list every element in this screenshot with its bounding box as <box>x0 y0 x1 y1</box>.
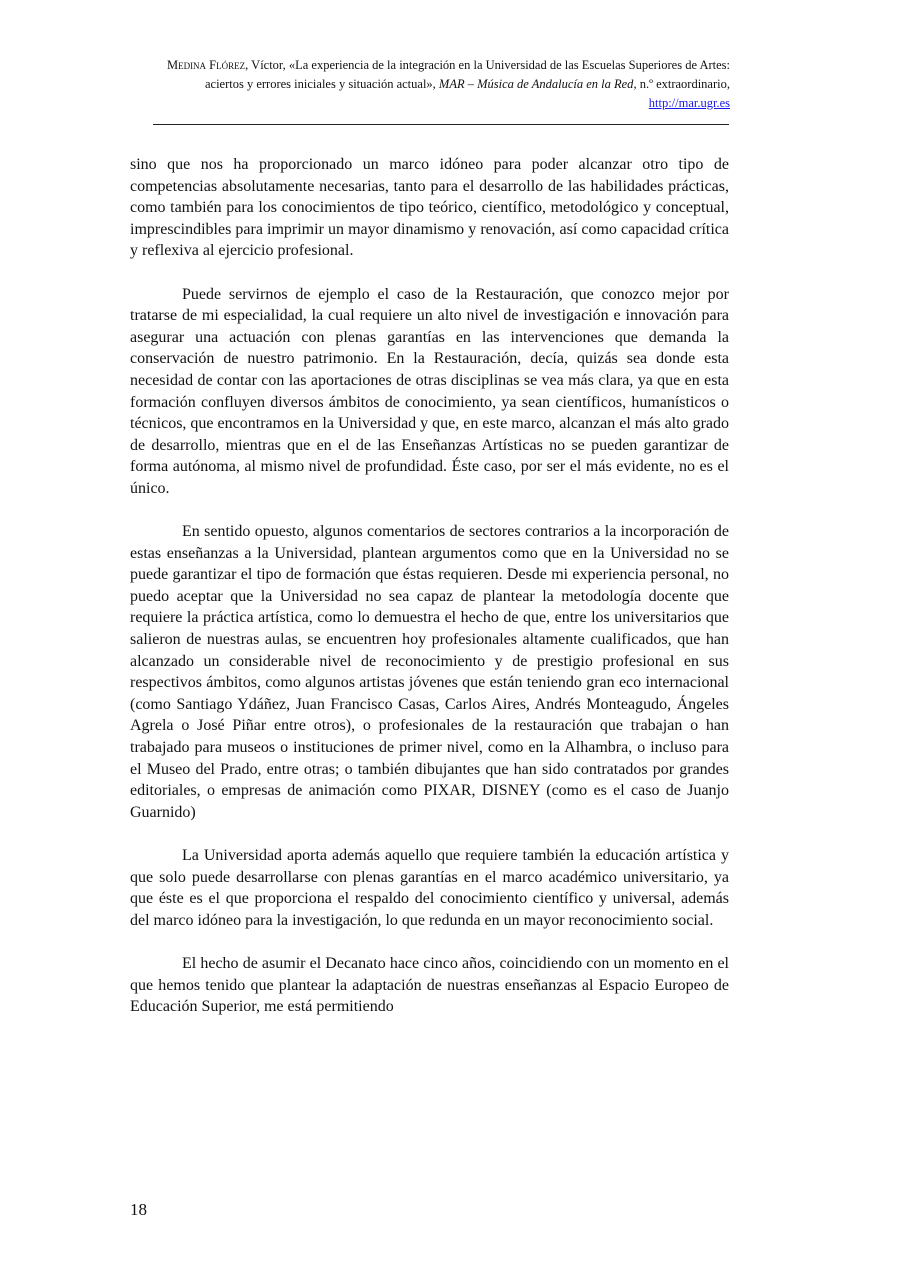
paragraph-1: sino que nos ha proporcionado un marco idóneo para poder alcanzar otro tipo de competencias absolutamente necesarias, tanto para el desarrollo de las habilidades prácticas, como también para los conocimientos de tipo teórico, científico, metodológico y conceptual, imprescindibles para imprimir un mayor dinamismo y renovación, así como capacidad crítica y reflexiva al ejercicio profesional. <box>130 156 729 260</box>
paragraph-4: La Universidad aporta además aquello que requiere también la educación artística y que solo puede desarrollarse con plenas garantías en el marco académico universitario, ya que éste es el que proporciona el respaldo del conocimiento científico y universal, además del marco idóneo para la investigación, lo que redunda en un mayor reconocimiento social. <box>130 847 729 929</box>
header-issue: , n.º extraordinario, <box>633 77 730 91</box>
header-author-surname: Medina Flórez <box>166 58 246 72</box>
paragraph-2: Puede servirnos de ejemplo el caso de la Restauración, que conozco mejor por tratarse de mi especialidad, la cual requiere un alto nivel de investigación e innovación para asegurar una actuación con plenas garantías en las intervenciones que demanda la conservación de nuestro patrimonio. En la Restauración, decía, quizás sea donde esta necesidad de contar con las aportaciones de otras disciplinas se vea más clara, ya que en esta formación confluyen diversos ámbitos de conocimiento, ya sean científicos, humanísticos o técnicos, que encontramos en la Universidad y que, en este marco, alcanzan el más alto grado de desarrollo, mientras que en el de las Enseñanzas Artísticas no se pueden garantizar de forma autónoma, al mismo nivel de profundidad. Éste caso, por ser el más evidente, no es el único. <box>130 285 729 497</box>
page-number: 18 <box>130 1200 147 1219</box>
header-url-link[interactable]: http://mar.ugr.es <box>648 96 730 110</box>
body-text <box>130 154 729 1039</box>
paragraph-5: El hecho de asumir el Decanato hace cinco años, coincidiendo con un momento en el que hemos tenido que plantear la adaptación de nuestras enseñanzas al Espacio Europeo de Educación Superior, me está permitiendo <box>130 954 729 1016</box>
header-divider <box>153 124 729 125</box>
running-header <box>130 56 730 113</box>
header-journal-title: MAR – Música de Andalucía en la Red <box>438 77 634 91</box>
header-citation-text: , Víctor, «La experiencia de la integración en la Universidad de las Escuelas Superiores de Artes: aciertos y errores iniciales y situación actual», <box>204 58 730 91</box>
paragraph-3: En sentido opuesto, algunos comentarios de sectores contrarios a la incorporación de estas enseñanzas a la Universidad, plantean argumentos como que en la Universidad no se puede garantizar el tipo de formación que éstas requieren. Desde mi experiencia personal, no puedo aceptar que la Universidad no sea capaz de plantear la metodología docente que requiere la práctica artística, como lo demuestra el hecho de que, entre los universitarios que salieron de nuestras aulas, se encuentren hoy profesionales altamente cualificados, que han alcanzado un considerable nivel de reconocimiento y de prestigio profesional en sus respectivos ámbitos, como algunos artistas jóvenes que están teniendo gran eco internacional (como Santiago Ydáñez, Juan Francisco Casas, Carlos Aires, Andrés Monteagudo, Ángeles Agrela o José Piñar entre otros), o profesionales de la restauración que trabajan o han trabajado para museos o instituciones de primer nivel, como en la Alhambra, o incluso para el Museo del Prado, entre otras; o también dibujantes que han sido contratados por grandes editoriales, o empresas de animación como PIXAR, DISNEY (como es el caso de Juanjo Guarnido) <box>130 523 729 821</box>
